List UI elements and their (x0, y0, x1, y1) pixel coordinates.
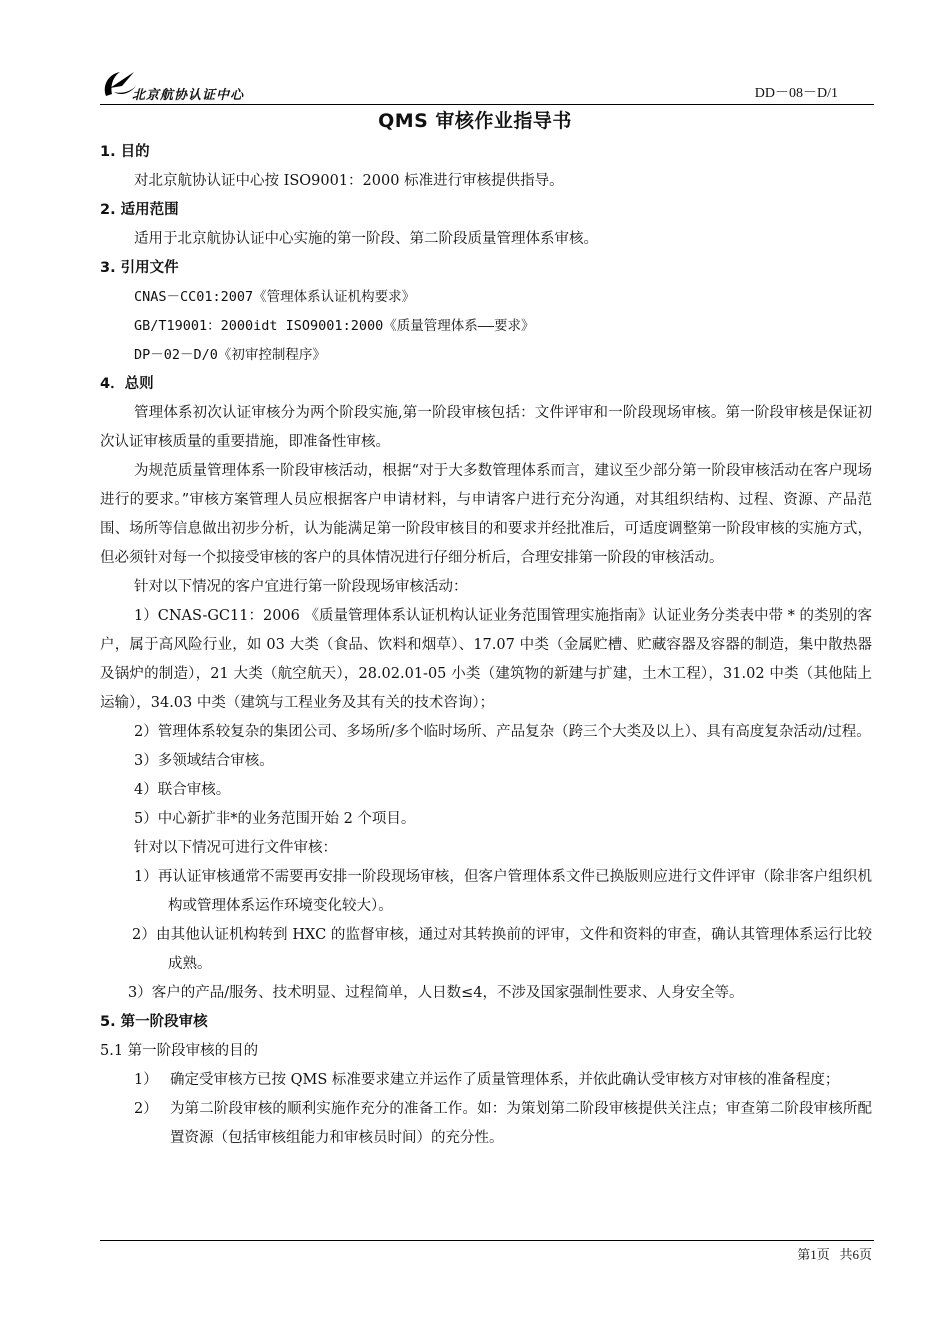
list-text: 确定受审核方已按 QMS 标准要求建立并运作了质量管理体系，并依此确认受审核方对审核的准备程度； (170, 1072, 840, 1088)
onsite-item: 1）CNAS-GC11：2006 《质量管理体系认证机构认证业务范围管理实施指南》认证业务分类表中带 * 的类别的客户，属于高风险行业，如 03 大类（食品、饮料和烟草）、17.07 中类（金属贮槽、贮藏容器及容器的制造，集中散热器及锅炉的制造），21 大类（航空航天），28.02.01-05 小类（建筑物的新建与扩建，土木工程），31.02 中类（其他陆上运输），34.03 中类（建筑与工程业务及其有关的技术咨询）； (100, 608, 872, 711)
doc-review-intro: 针对以下情况可进行文件审核： (134, 840, 337, 856)
organization-name: 北京航协认证中心 (132, 88, 245, 103)
page-total: 共6页 (839, 1247, 872, 1262)
scope-text: 适用于北京航协认证中心实施的第一阶段、第二阶段质量管理体系审核。 (134, 231, 598, 247)
section-heading-scope: 2. 适用范围 (100, 202, 179, 218)
reference-item: GB/T19001：2000idt ISO9001:2000《质量管理体系——要求》 (134, 318, 535, 334)
footer-divider (100, 1240, 874, 1241)
page-footer (797, 1244, 872, 1263)
section-heading-purpose: 1. 目的 (100, 144, 150, 160)
onsite-item: 5）中心新扩非*的业务范围开始 2 个项目。 (134, 811, 416, 827)
onsite-item: 3）多领域结合审核。 (134, 753, 274, 769)
document-body (100, 138, 872, 1153)
doc-review-item: 1）再认证审核通常不需要再安排一阶段现场审核，但客户管理体系文件已换版则应进行文件评审（除非客户组织机构或管理体系运作环境变化较大）。 (134, 869, 872, 914)
header-divider (100, 104, 874, 105)
doc-review-item: 2）由其他认证机构转到 HXC 的监督审核，通过对其转换前的评审，文件和资料的审查，确认其管理体系运行比较成熟。 (132, 927, 872, 972)
list-text: 为第二阶段审核的顺利实施作充分的准备工作。如：为策划第二阶段审核提供关注点；审查第二阶段审核所配置资源（包括审核组能力和审核员时间）的充分性。 (170, 1101, 872, 1146)
general-paragraph: 为规范质量管理体系一阶段审核活动，根据“对于大多数管理体系而言，建议至少部分第一阶段审核活动在客户现场进行的要求。”审核方案管理人员应根据客户申请材料，与申请客户进行充分沟通，对其组织结构、过程、资源、产品范围、场所等信息做出初步分析，认为能满足第一阶段审核目的和要求并经批准后，可适度调整第一阶段审核的实施方式，但必须针对每一个拟接受审核的客户的具体情况进行仔细分析后，合理安排第一阶段的审核活动。 (100, 463, 872, 566)
page-header (100, 66, 874, 106)
document-code: DD－08－D/1 (754, 86, 838, 101)
list-item (100, 1095, 872, 1153)
onsite-intro: 针对以下情况的客户宜进行第一阶段现场审核活动： (134, 579, 468, 595)
subsection-heading: 5.1 第一阶段审核的目的 (100, 1043, 259, 1059)
doc-review-item: 3）客户的产品/服务、技术明显、过程简单，人日数≤4，不涉及国家强制性要求、人身安全等。 (128, 985, 744, 1001)
onsite-item: 2）管理体系较复杂的集团公司、多场所/多个临时场所、产品复杂（跨三个大类及以上）、具有高度复杂活动/过程。 (134, 724, 871, 740)
onsite-item: 4）联合审核。 (134, 782, 231, 798)
section-heading-references: 3. 引用文件 (100, 260, 179, 276)
list-number: 2） (134, 1101, 158, 1117)
section-heading-general: 4．总则 (100, 376, 154, 392)
general-paragraph: 管理体系初次认证审核分为两个阶段实施,第一阶段审核包括：文件评审和一阶段现场审核。第一阶段审核是保证初次认证审核质量的重要措施，即准备性审核。 (100, 405, 872, 450)
page-number: 第1页 (797, 1247, 830, 1262)
purpose-text: 对北京航协认证中心按 ISO9001：2000 标准进行审核提供指导。 (134, 173, 564, 189)
list-item (100, 1066, 872, 1095)
section-heading-stage-one: 5. 第一阶段审核 (100, 1014, 208, 1030)
reference-item: CNAS－CC01:2007《管理体系认证机构要求》 (134, 289, 416, 305)
document-title: QMS 审核作业指导书 (378, 110, 572, 132)
reference-item: DP－02－D/0《初审控制程序》 (134, 347, 326, 363)
list-number: 1） (134, 1072, 158, 1088)
